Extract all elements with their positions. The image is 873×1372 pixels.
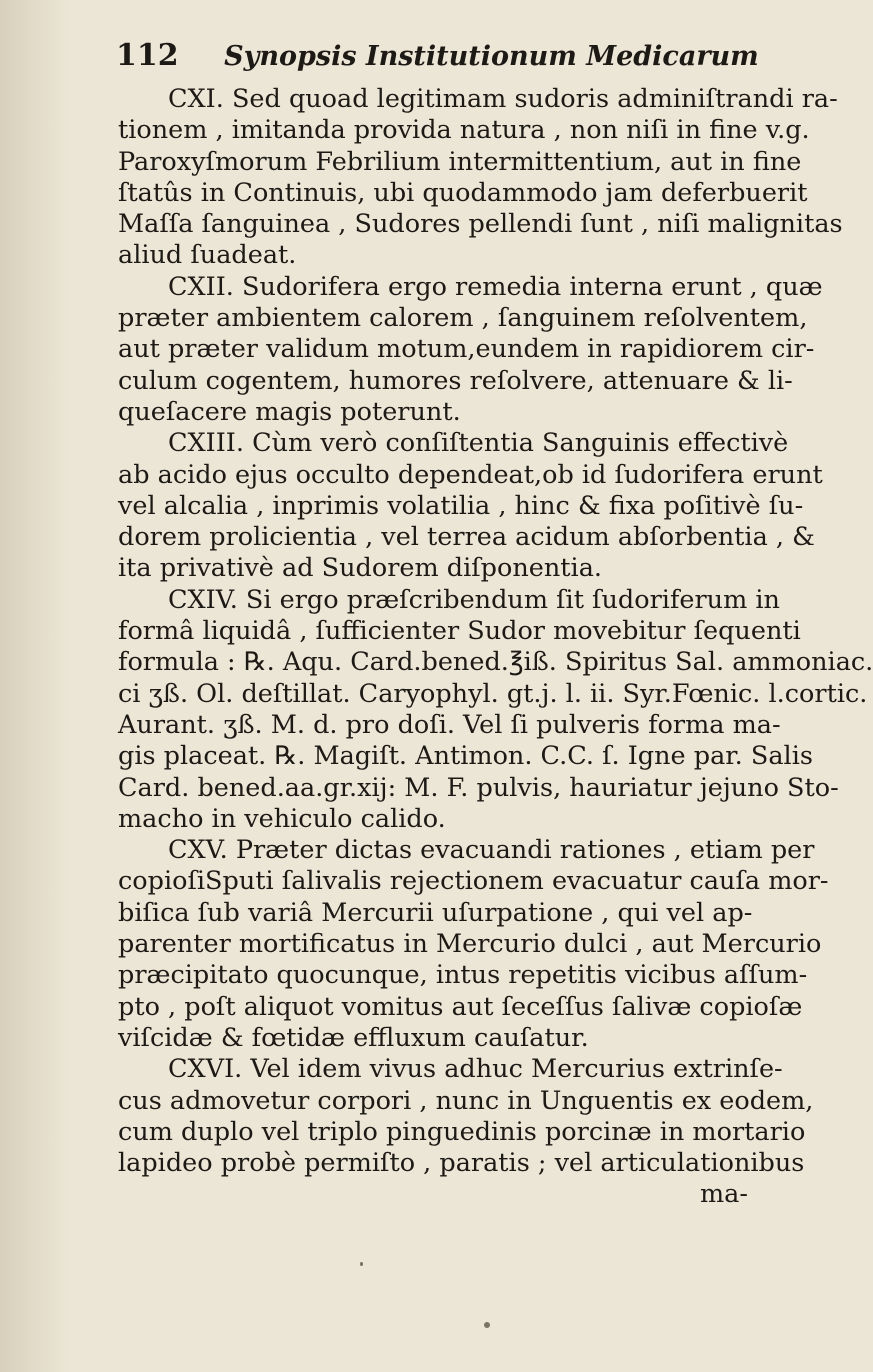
text-line: biſica ſub variâ Mercurii uſurpatione , qui vel ap- (118, 897, 753, 928)
text-line: gis placeat. ℞. Magiſt. Antimon. C.C. ſ. Igne par. Salis (118, 741, 813, 772)
catchword: ma- (700, 1179, 748, 1210)
text-line: Card. bened.aa.gr.xij: M. F. pulvis, hauriatur jejuno Sto- (118, 772, 839, 803)
ink-speck (360, 1262, 363, 1266)
text-line: CXVI. Vel idem vivus adhuc Mercurius extrinſe- (168, 1054, 783, 1085)
text-line: ſtatûs in Continuis, ubi quodammodo jam deferbuerit (118, 177, 808, 208)
text-line: cus admovetur corpori , nunc in Unguentis ex eodem, (118, 1085, 814, 1116)
text-line: formâ liquidâ , ſufficienter Sudor movebitur ſequenti (118, 616, 801, 647)
text-line: ita privativè ad Sudorem diſponentia. (118, 553, 603, 584)
text-line: macho in vehiculo calido. (118, 803, 446, 834)
text-line: ab acido ejus occulto dependeat,ob id ſudorifera erunt (118, 459, 823, 490)
text-line: CXII. Sudorifera ergo remedia interna erunt , quæ (168, 271, 823, 302)
text-line: vel alcalia , inprimis volatilia , hinc & fixa poſitivè ſu- (118, 490, 804, 521)
text-line: cum duplo vel triplo pinguedinis porcinæ in mortario (118, 1116, 806, 1147)
page-number: 112 (116, 38, 179, 73)
text-line: præter ambientem calorem , ſanguinem reſolventem, (118, 303, 808, 334)
text-line: copioſiSputi ſalivalis rejectionem evacuatur cauſa mor- (118, 866, 829, 897)
text-line: præcipitato quocunque, intus repetitis vicibus aſſum- (118, 960, 808, 991)
text-line: queſacere magis poterunt. (118, 396, 461, 427)
page-body (118, 84, 873, 1211)
text-line: parenter mortificatus in Mercurio dulci , aut Mercurio (118, 929, 822, 960)
text-line: CXIII. Cùm verò conſiſtentia Sanguinis effectivè (168, 428, 789, 459)
text-line: aut præter validum motum,eundem in rapidiorem cir- (118, 334, 815, 365)
text-line: CXV. Præter dictas evacuandi rationes , etiam per (168, 835, 815, 866)
text-line: Paroxyſmorum Febrilium intermittentium, aut in fine (118, 146, 802, 177)
text-line: dorem prolicientia , vel terrea acidum abſorbentia , & (118, 522, 815, 553)
ink-speck (484, 1322, 490, 1328)
text-line: aliud ſuadeat. (118, 240, 297, 271)
running-title: Synopsis Institutionum Medicarum (224, 41, 759, 72)
text-line: formula : ℞. Aqu. Card.bened.℥iß. Spiritus Sal. ammoniac. (118, 647, 873, 678)
text-line: culum cogentem, humores reſolvere, attenuare & li- (118, 365, 793, 396)
text-line: Maſſa ſanguinea , Sudores pellendi ſunt , niſi malignitas (118, 209, 843, 240)
text-line: CXI. Sed quoad legitimam sudoris adminiſtrandi ra- (168, 84, 838, 114)
text-line: lapideo probè permiſto , paratis ; vel articulationibus (118, 1148, 805, 1179)
page-gutter-shadow (0, 0, 70, 1372)
running-header (116, 38, 759, 75)
text-line: viſcidæ & fœtidæ effluxum cauſatur. (118, 1022, 589, 1053)
text-line: tionem , imitanda provida natura , non niſi in fine v.g. (118, 115, 810, 146)
text-line: CXIV. Si ergo præſcribendum ſit ſudoriferum in (168, 584, 780, 615)
text-line: pto , poſt aliquot vomitus aut ſeceſſus ſalivæ copioſæ (118, 991, 803, 1022)
text-line: ci ʒß. Ol. deſtillat. Caryophyl. gt.j. l. ii. Syr.Fœnic. l.cortic. (118, 678, 868, 709)
text-line: Aurant. ʒß. M. d. pro doſi. Vel ſi pulveris forma ma- (118, 709, 781, 740)
